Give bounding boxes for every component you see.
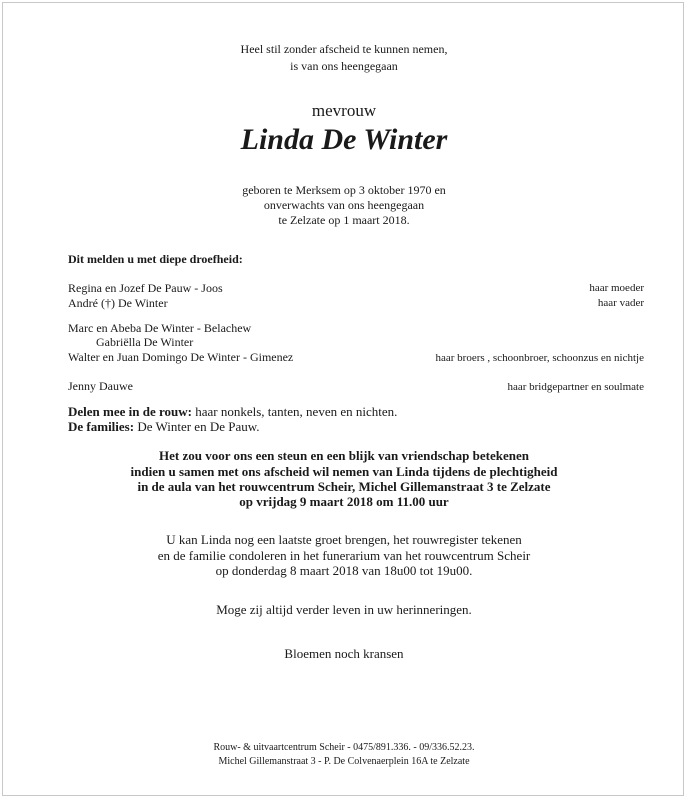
family-name: Regina en Jozef De Pauw - Joos xyxy=(68,281,223,295)
ceremony-line-2: indien u samen met ons afscheid wil nemen van Linda tijdens de plechtigheid xyxy=(130,464,558,479)
mourning-text: De Winter en De Pauw. xyxy=(134,419,260,434)
wish-text: Moge zij altijd verder leven in uw herinneringen. xyxy=(216,602,472,617)
deceased-name: Linda De Winter xyxy=(240,123,448,156)
visit-line-2: en de familie condoleren in het funerarium van het rouwcentrum Scheir xyxy=(157,548,531,563)
deceased-title: mevrouw xyxy=(311,101,377,120)
intro-line-2: is van ons heengegaan xyxy=(290,59,398,73)
family-name: André (†) De Winter xyxy=(68,296,168,310)
mourning-label: Delen mee in de rouw: xyxy=(68,404,192,419)
family-relation: haar broers , schoonbroer, schoonzus en nichtje xyxy=(435,352,644,364)
footer-line-2: Michel Gillemanstraat 3 - P. De Colvenaerplein 16A te Zelzate xyxy=(218,756,470,767)
family-name: Jenny Dauwe xyxy=(68,379,133,393)
family-relation: haar bridgepartner en soulmate xyxy=(507,381,644,393)
intro-line-1: Heel stil zonder afscheid te kunnen nemen, xyxy=(240,42,448,56)
family-relation: haar vader xyxy=(597,297,644,309)
ceremony-line-1: Het zou voor ons een steun en een blijk van vriendschap betekenen xyxy=(159,448,529,463)
birth-line-1: geboren te Merksem op 3 oktober 1970 en xyxy=(242,183,446,197)
flowers-text: Bloemen noch kransen xyxy=(284,646,404,661)
family-name: Marc en Abeba De Winter - Belachew xyxy=(68,321,252,335)
footer-line-1: Rouw- & uitvaartcentrum Scheir - 0475/891.336. - 09/336.52.23. xyxy=(213,742,475,753)
card-border xyxy=(2,2,684,796)
family-name: Gabriëlla De Winter xyxy=(96,335,194,349)
birth-line-2: onverwachts van ons heengegaan xyxy=(263,198,425,212)
birth-line-3: te Zelzate op 1 maart 2018. xyxy=(278,213,410,227)
ceremony-line-3: in de aula van het rouwcentrum Scheir, Michel Gillemanstraat 3 te Zelzate xyxy=(137,479,551,494)
announce-heading: Dit melden u met diepe droefheid: xyxy=(68,252,243,266)
mourning-text: haar nonkels, tanten, neven en nichten. xyxy=(191,404,398,419)
mourning-line-2 xyxy=(68,419,260,435)
family-relation: haar moeder xyxy=(589,282,644,294)
ceremony-line-4: op vrijdag 9 maart 2018 om 11.00 uur xyxy=(239,494,449,509)
visit-line-1: U kan Linda nog een laatste groet brengen, het rouwregister tekenen xyxy=(166,532,522,547)
visit-line-3: op donderdag 8 maart 2018 van 18u00 tot 19u00. xyxy=(215,563,473,578)
mourning-label: De families: xyxy=(68,419,135,434)
family-name: Walter en Juan Domingo De Winter - Gimenez xyxy=(68,350,294,364)
mourning-line-1 xyxy=(68,404,397,420)
